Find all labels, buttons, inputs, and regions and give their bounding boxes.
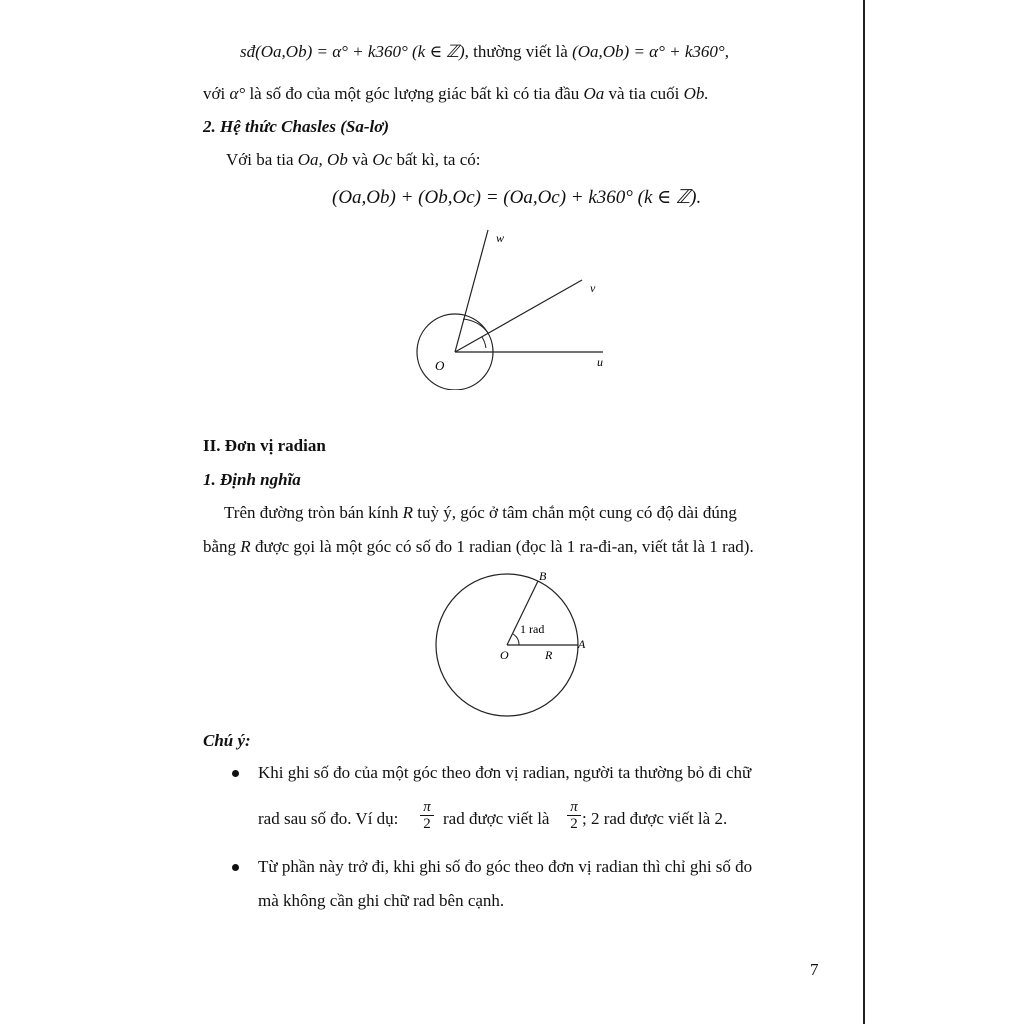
bullet-dot <box>232 864 239 871</box>
bullet-dot <box>232 770 239 777</box>
formula-line-1 <box>240 42 729 62</box>
chasles-figure <box>400 220 630 390</box>
bullet1-line2-mid: rad được viết là <box>443 809 550 828</box>
arc-uv <box>482 337 486 348</box>
formula-short: (Oa,Ob) = α° + k360°, <box>572 42 729 61</box>
text-and: và <box>352 150 369 169</box>
label-o: O <box>500 648 509 662</box>
label-angle: 1 rad <box>520 622 545 636</box>
frac-denominator: 2 <box>423 816 431 832</box>
label-r: R <box>545 648 553 662</box>
text-def2-post: được gọi là một góc có số đo 1 radian (đọc là 1 ra-đi-an, viết tắt là 1 rad). <box>254 537 754 556</box>
note-heading: Chú ý: <box>203 731 251 750</box>
label-u: u <box>597 355 603 369</box>
radian-figure <box>420 566 600 722</box>
chasles-formula: (Oa,Ob) + (Ob,Oc) = (Oa,Oc) + k360° (k ∈ ℤ). <box>332 187 702 208</box>
chasles-heading: 2. Hệ thức Chasles (Sa-lơ) <box>203 117 390 136</box>
math-oc: Oc <box>372 150 393 169</box>
text-with: với <box>203 84 226 103</box>
label-w: w <box>496 231 505 245</box>
ray-v <box>455 280 582 352</box>
ray-w <box>455 230 488 352</box>
math-oa: Oa <box>583 84 605 103</box>
text-intro-post: bất kì, ta có: <box>396 150 481 169</box>
formula-sd: sđ(Oa,Ob) = α° + k360° (k ∈ ℤ), <box>240 42 469 61</box>
definition-line-2 <box>203 537 754 557</box>
bullet2-line1: Từ phần này trở đi, khi ghi số đo góc theo đơn vị radian thì chỉ ghi số đo <box>258 857 753 876</box>
frac-numerator: π <box>570 799 578 815</box>
label-o: O <box>435 358 445 373</box>
bullet1-line1: Khi ghi số đo của một góc theo đơn vị radian, người ta thường bỏ đi chữ <box>258 763 752 782</box>
bullet2-line2: mà không cần ghi chữ rad bên cạnh. <box>258 891 505 910</box>
math-r: R <box>240 537 251 556</box>
math-alpha: α° <box>229 84 246 103</box>
math-rays: Oa, Ob <box>297 150 348 169</box>
definition-line-1 <box>224 503 737 523</box>
angle-arc <box>513 634 519 645</box>
radian-section-title: II. Đơn vị radian <box>203 436 326 455</box>
definition-heading: 1. Định nghĩa <box>203 470 301 489</box>
math-r: R <box>402 503 413 522</box>
frac-denominator: 2 <box>570 816 578 832</box>
text-line-2 <box>203 84 709 104</box>
label-b: B <box>539 569 547 583</box>
fraction-pi-over-2 <box>567 799 581 832</box>
chasles-intro <box>226 150 481 170</box>
frac-numerator: π <box>423 799 431 815</box>
text-def1-pre: Trên đường tròn bán kính <box>224 503 399 522</box>
label-a: A <box>578 637 586 651</box>
page-edge-line <box>863 0 865 1024</box>
text-intro-pre: Với ba tia <box>226 150 294 169</box>
formula-suffix-text: thường viết là <box>473 42 568 61</box>
label-v: v <box>590 281 596 295</box>
text-and: và tia cuối <box>608 84 680 103</box>
fraction-pi-over-2 <box>420 799 434 832</box>
arc-uw <box>463 319 488 333</box>
text-mid: là số đo của một góc lượng giác bất kì có tia đầu <box>249 84 580 103</box>
text-def1-post: tuỳ ý, góc ở tâm chắn một cung có độ dài đúng <box>417 503 737 522</box>
math-ob: Ob. <box>683 84 709 103</box>
text-def2-pre: bằng <box>203 537 237 556</box>
page-number: 7 <box>810 960 819 979</box>
bullet1-line2-pre: rad sau số đo. Ví dụ: <box>258 809 399 828</box>
bullet1-line2-post: ; 2 rad được viết là 2. <box>582 809 728 828</box>
